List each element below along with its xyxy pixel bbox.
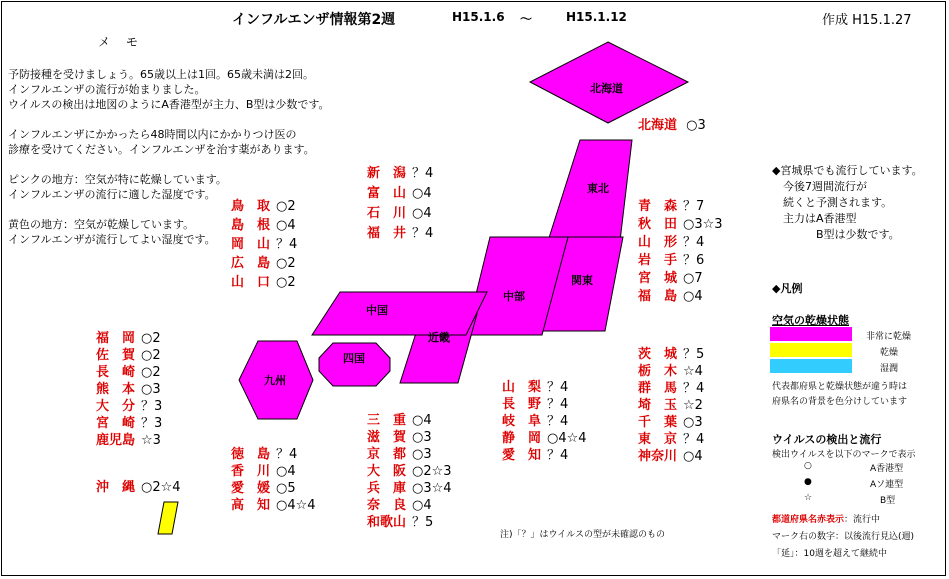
pref-status: ○2: [276, 275, 296, 290]
pref-name: 長 野: [502, 397, 542, 412]
pref-status: ○3: [412, 447, 432, 462]
pref-status: ○3: [141, 382, 161, 397]
pref-name: 山 梨: [502, 380, 542, 395]
pref-name: 熊 本: [96, 382, 136, 397]
pref-name: 沖 縄: [96, 480, 136, 495]
pref-name: 和歌山: [367, 515, 407, 530]
pref-entry: [638, 267, 723, 285]
memo-line: 予防接種を受けましょう。65歳以上は1回。65歳未満は2回。: [8, 68, 314, 81]
pref-group-shikoku: [231, 443, 316, 511]
pref-name: 岩 手: [638, 253, 678, 268]
note-line: B型は少数です。: [772, 228, 900, 241]
pref-name: 高 知: [231, 498, 271, 513]
region-okinawa: [158, 502, 178, 534]
pref-status: ？3: [141, 399, 163, 414]
legend-b-label: B型: [880, 496, 896, 506]
pref-name: 大 分: [96, 399, 136, 414]
pref-name: 岡 山: [231, 237, 271, 252]
pref-status: ☆4: [683, 364, 703, 379]
region-label-kyushu: 九州: [264, 374, 286, 387]
legend-mark-number: マーク右の数字：以後流行見込(週): [772, 532, 915, 542]
pref-status: ？4: [683, 235, 705, 250]
pref-status: ○2: [141, 365, 161, 380]
region-chugoku: [312, 292, 487, 335]
pref-entry: [502, 427, 587, 444]
note-line: ◆宮城県でも流行しています。: [772, 164, 923, 177]
pref-status: ○2☆3: [412, 464, 452, 479]
pref-status: ○2: [141, 331, 161, 346]
pref-name: 鹿児島: [96, 433, 136, 448]
pref-entry: [231, 460, 316, 477]
pref-name: 栃 木: [638, 364, 678, 379]
legend-red-name-suffix: ：流行中: [844, 515, 881, 525]
pref-entry: [638, 249, 723, 267]
pref-status: ？5: [412, 515, 434, 530]
pref-name: 山 口: [231, 275, 271, 290]
pref-group-kyushu: [96, 327, 162, 446]
region-label-hokkaido: 北海道: [590, 82, 623, 95]
period-start: H15.1.6: [452, 10, 505, 24]
miyagi-note: [772, 163, 923, 243]
pref-name: 秋 田: [638, 217, 678, 232]
region-label-kanto: 関東: [571, 274, 593, 287]
pref-status: ○7: [683, 271, 703, 286]
pref-entry: [231, 477, 316, 494]
pref-entry: [502, 444, 587, 461]
memo-line: ウイルスの検出は地図のようにA香港型が主力、B型は少数です。: [8, 98, 330, 111]
pref-name: 埼 玉: [638, 398, 678, 413]
circle-open-icon: ○: [804, 461, 812, 471]
pref-status: ？4: [547, 380, 569, 395]
legend-swatch-humid: [770, 359, 852, 373]
pref-name: 愛 知: [502, 448, 542, 463]
legend-red-name: [772, 512, 880, 525]
pref-entry: [367, 202, 433, 222]
pref-entry: [367, 426, 452, 443]
pref-name: 福 岡: [96, 331, 136, 346]
pref-name: 福 島: [638, 289, 678, 304]
pref-status: ○4☆4: [547, 431, 587, 446]
region-label-chugoku: 中国: [366, 304, 388, 317]
pref-entry: [367, 511, 452, 528]
memo-line: インフルエンザにかかったら48時間以内にかかりつけ医の: [8, 128, 297, 141]
pref-entry: [231, 233, 297, 252]
memo-line: 診療を受けてください。インフルエンザを治す薬があります。: [8, 143, 315, 156]
pref-status: ○3: [412, 430, 432, 445]
pref-name: 大 阪: [367, 464, 407, 479]
pref-name: 群 馬: [638, 381, 678, 396]
period-end: H15.1.12: [566, 10, 627, 24]
memo-line: インフルエンザが流行してよい湿度です。: [8, 233, 216, 246]
created-date: 作成 H15.1.27: [822, 13, 912, 28]
pref-name: 石 川: [367, 206, 407, 221]
pref-entry: [231, 494, 316, 511]
pref-name: 徳 島: [231, 447, 271, 462]
pref-entry: [367, 443, 452, 460]
pref-status: ？7: [683, 199, 705, 214]
pref-entry: [231, 443, 316, 460]
pref-name: 岐 阜: [502, 414, 542, 429]
pref-entry: [638, 285, 723, 303]
pref-group-kanto: [638, 343, 704, 462]
pref-entry: [367, 182, 433, 202]
pref-status: ○4: [412, 206, 432, 221]
pref-group-tohoku: [638, 195, 723, 303]
legend-note-line: 府県名の背景を色分けしています: [772, 397, 908, 407]
pref-name: 兵 庫: [367, 481, 407, 496]
pref-name: 島 根: [231, 218, 271, 233]
pref-entry: [502, 376, 587, 393]
pref-entry: [231, 195, 297, 214]
pref-status: ○2☆4: [141, 480, 181, 495]
pref-name: 宮 城: [638, 271, 678, 286]
pref-entry: [367, 494, 452, 511]
pref-status: ○3☆4: [412, 481, 452, 496]
legend-note: [772, 380, 907, 410]
memo-line: 黄色の地方：空気が乾燥しています。: [8, 218, 195, 231]
pref-entry: [231, 252, 297, 271]
pref-entry: [502, 410, 587, 427]
pref-name: 京 都: [367, 447, 407, 462]
pref-name: 香 川: [231, 464, 271, 479]
pref-name: 神奈川: [638, 449, 678, 464]
pref-name: 北海道: [638, 118, 678, 133]
pref-status: ？4: [683, 381, 705, 396]
page-title: インフルエンザ情報第2週: [232, 12, 396, 28]
pref-name: 奈 良: [367, 498, 407, 513]
pref-group-chugoku: [231, 195, 297, 290]
pref-status: ？3: [141, 416, 163, 431]
pref-entry: [638, 445, 704, 462]
note-line: 続くと予測されます。: [772, 196, 893, 209]
legend-title: ◆凡例: [772, 282, 803, 295]
pref-entry: [638, 428, 704, 445]
pref-entry: [96, 378, 162, 395]
pref-status: ？6: [683, 253, 705, 268]
pref-entry: [502, 393, 587, 410]
pref-name: 長 崎: [96, 365, 136, 380]
region-label-kinki: 近畿: [428, 331, 450, 344]
pref-entry: [96, 361, 162, 378]
legend-note-line: 代表都府県と乾燥状態が違う時は: [772, 382, 908, 392]
pref-entry: [96, 429, 162, 446]
circle-filled-icon: ●: [804, 477, 812, 487]
pref-group-chubu: [502, 376, 587, 461]
pref-status: ○4☆4: [276, 498, 316, 513]
pref-status: ○4: [276, 464, 296, 479]
pref-status: ？4: [547, 414, 569, 429]
memo-heading: メ モ: [98, 35, 138, 49]
legend-extend: 「延」：10週を超えて継続中: [772, 549, 887, 559]
pref-name: 茨 城: [638, 347, 678, 362]
pref-name: 三 重: [367, 413, 407, 428]
pref-name: 新 潟: [367, 166, 407, 181]
memo-line: インフルエンザの流行に適した湿度です。: [8, 188, 216, 201]
pref-name: 青 森: [638, 199, 678, 214]
region-label-chubu: 中部: [503, 290, 525, 303]
legend-label-dry: 乾燥: [880, 348, 899, 358]
note-line: 今後7週間流行が: [772, 180, 867, 193]
pref-entry: [367, 477, 452, 494]
pref-status: ？4: [276, 237, 298, 252]
pref-name: 富 山: [367, 186, 407, 201]
pref-group-kinki: [367, 409, 452, 528]
pref-name: 宮 崎: [96, 416, 136, 431]
pref-name: 滋 賀: [367, 430, 407, 445]
pref-entry: [638, 231, 723, 249]
pref-entry: [231, 271, 297, 290]
pref-entry: [638, 360, 704, 377]
pref-status: ☆2: [683, 398, 703, 413]
pref-entry: [638, 377, 704, 394]
pref-group-hokuriku: [367, 162, 433, 242]
pref-status: ○4: [276, 218, 296, 233]
legend-virus-title: ウイルスの検出と流行: [772, 433, 882, 446]
pref-name: 山 形: [638, 235, 678, 250]
legend-swatch-very-dry: [770, 327, 852, 341]
pref-status: ○3: [686, 118, 706, 133]
memo-line: ピンクの地方：空気が特に乾燥しています。: [8, 173, 227, 186]
pref-entry: [96, 344, 162, 361]
legend-a-soviet-label: Aソ連型: [870, 480, 904, 490]
pref-status: ○5: [276, 481, 296, 496]
pref-entry: [638, 343, 704, 360]
pref-status: ？4: [547, 397, 569, 412]
pref-name: 東 京: [638, 432, 678, 447]
star-icon: ☆: [804, 493, 813, 503]
pref-entry: [367, 409, 452, 426]
pref-status: ○4: [683, 449, 703, 464]
pref-status: ○3: [683, 415, 703, 430]
pref-entry: [638, 114, 706, 133]
pref-entry: [367, 222, 433, 242]
pref-status: ○2: [276, 256, 296, 271]
pref-status: ？4: [412, 226, 434, 241]
period-tilde: ～: [520, 12, 533, 26]
pref-entry: [96, 395, 162, 412]
footnote: 注)「？」はウイルスの型が未確認のもの: [500, 530, 665, 540]
pref-name: 愛 媛: [231, 481, 271, 496]
note-line: 主力はA香港型: [772, 212, 857, 225]
legend-swatch-dry: [770, 343, 852, 357]
pref-name: 静 岡: [502, 431, 542, 446]
pref-name: 鳥 取: [231, 199, 271, 214]
legend-label-humid: 湿潤: [880, 364, 899, 374]
pref-entry: [96, 412, 162, 429]
pref-name: 福 井: [367, 226, 407, 241]
legend-dryness-title: 空気の乾燥状態: [772, 314, 849, 327]
pref-entry: [367, 460, 452, 477]
pref-status: ○4: [412, 186, 432, 201]
pref-status: ○4: [683, 289, 703, 304]
pref-entry: [96, 476, 181, 495]
memo-line: インフルエンザの流行が始まりました。: [8, 83, 206, 96]
pref-entry: [231, 214, 297, 233]
pref-status: ○2: [141, 348, 161, 363]
pref-entry: [96, 327, 162, 344]
pref-entry: [638, 213, 723, 231]
pref-entry: [638, 411, 704, 428]
pref-status: ？4: [412, 166, 434, 181]
pref-name: 広 島: [231, 256, 271, 271]
pref-status: ○2: [276, 199, 296, 214]
legend-red-name-label: 都道府県名赤表示: [772, 515, 845, 525]
pref-status: ？5: [683, 347, 705, 362]
legend-a-hk-label: A香港型: [870, 464, 904, 474]
pref-status: ☆3: [141, 433, 161, 448]
pref-status: ○4: [412, 413, 432, 428]
pref-status: ○3☆3: [683, 217, 723, 232]
pref-name: 佐 賀: [96, 348, 136, 363]
legend-virus-sub: 検出ウイルスを以下のマークで表示: [772, 450, 916, 460]
pref-status: ？4: [547, 448, 569, 463]
pref-status: ？4: [276, 447, 298, 462]
pref-entry: [367, 162, 433, 182]
legend-label-very-dry: 非常に乾燥: [866, 332, 912, 342]
region-label-tohoku: 東北: [587, 182, 609, 195]
pref-entry: [638, 195, 723, 213]
pref-status: ○4: [412, 498, 432, 513]
region-label-shikoku: 四国: [343, 352, 365, 365]
pref-name: 千 葉: [638, 415, 678, 430]
pref-status: ？4: [683, 432, 705, 447]
pref-entry: [638, 394, 704, 411]
